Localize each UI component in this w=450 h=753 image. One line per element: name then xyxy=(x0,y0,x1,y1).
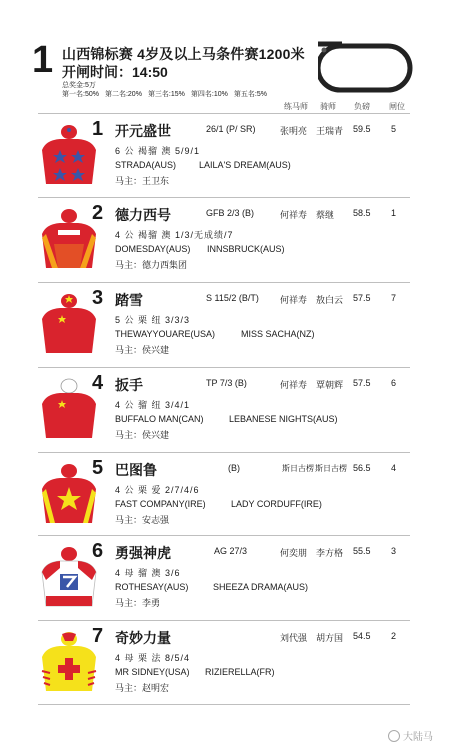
carried-weight: 58.5 xyxy=(353,208,371,218)
jockey-silk-icon xyxy=(40,631,98,693)
barrier-draw: 5 xyxy=(391,124,397,134)
horse-number: 3 xyxy=(92,287,104,309)
horse-entry xyxy=(38,113,410,197)
horse-number: 5 xyxy=(92,457,104,479)
horse-info: 4 公 骝 纽 3/4/1 xyxy=(115,400,191,410)
horse-info: 5 公 栗 纽 3/3/3 xyxy=(115,315,191,325)
dam: MISS SACHA(NZ) xyxy=(241,329,315,339)
horse-number: 7 xyxy=(92,625,104,647)
jockey-name: 李方格 xyxy=(316,548,344,558)
owner: 马主：侯兴建 xyxy=(115,430,170,440)
horse-entry xyxy=(38,535,410,620)
dam: SHEEZA DRAMA(AUS) xyxy=(213,582,309,592)
horse-rating: S 115/2 (B/T) xyxy=(206,293,259,303)
horse-entry xyxy=(38,620,410,704)
horse-info: 4 公 栗 爱 2/7/4/6 xyxy=(115,485,200,495)
jockey-silk-icon xyxy=(40,208,98,270)
sire: BUFFALO MAN(CAN) xyxy=(115,414,204,424)
dam: INNSBRUCK(AUS) xyxy=(207,244,285,254)
carried-weight: 54.5 xyxy=(353,631,371,641)
carried-weight: 57.5 xyxy=(353,378,371,388)
wechat-logo-icon xyxy=(388,730,400,742)
horse-rating: AG 27/3 xyxy=(214,546,248,556)
trainer-name: 刘代强 xyxy=(280,633,308,643)
dam: LAILA'S DREAM(AUS) xyxy=(199,160,291,170)
owner: 马主：赵明宏 xyxy=(115,683,170,693)
trainer-name: 何祥寿 xyxy=(280,295,308,305)
horse-name: 踏雪 xyxy=(115,292,143,308)
carried-weight: 59.5 xyxy=(353,124,371,134)
barrier-draw: 2 xyxy=(391,631,397,641)
horse-entry xyxy=(38,452,410,535)
pedigree xyxy=(115,160,291,170)
trainer-name: 何奕朋 xyxy=(280,548,308,558)
owner: 马主：侯兴建 xyxy=(115,345,170,355)
horse-name: 勇强神虎 xyxy=(115,545,171,561)
jockey-name: 敖白云 xyxy=(316,295,344,305)
jockey-name: 蔡继 xyxy=(316,210,335,220)
barrier-draw: 4 xyxy=(391,463,397,473)
horse-rating: GFB 2/3 (B) xyxy=(206,208,255,218)
race-number: 1 xyxy=(32,39,54,81)
jockey-name: 覃朝辉 xyxy=(316,380,344,390)
horse-number: 2 xyxy=(92,202,104,224)
column-headers xyxy=(0,101,450,113)
pedigree xyxy=(115,329,315,339)
jockey-silk-icon xyxy=(40,124,98,186)
jockey-silk-icon xyxy=(40,378,98,440)
trainer-name: 张明亮 xyxy=(280,126,308,136)
owner: 马主：李勇 xyxy=(115,598,161,608)
pedigree xyxy=(115,582,309,592)
sire: FAST COMPANY(IRE) xyxy=(115,499,206,509)
jockey-name: 胡方国 xyxy=(316,633,344,643)
horse-rating: 26/1 (P/ SR) xyxy=(206,124,256,134)
horse-name: 开元盛世 xyxy=(115,123,171,139)
watermark xyxy=(388,728,433,743)
pedigree xyxy=(115,244,285,254)
barrier-draw: 3 xyxy=(391,546,397,556)
carried-weight: 56.5 xyxy=(353,463,371,473)
watermark-text: 大陆马 xyxy=(403,732,433,743)
horse-name: 奇妙力量 xyxy=(115,630,171,646)
sire: THEWAYYOUARE(USA) xyxy=(115,329,216,339)
divider xyxy=(38,704,410,705)
prize-split xyxy=(62,89,267,99)
carried-weight: 57.5 xyxy=(353,293,371,303)
track-diagram-icon xyxy=(318,40,414,96)
barrier-draw: 1 xyxy=(391,208,397,218)
barrier-draw: 7 xyxy=(391,293,397,303)
owner: 马主：安志强 xyxy=(115,515,170,525)
prize-share: 第三名:15% xyxy=(147,91,185,98)
horse-name: 扳手 xyxy=(115,377,143,393)
horse-info: 4 母 栗 法 8/5/4 xyxy=(115,653,191,663)
prize-total: 总奖金:5万 xyxy=(62,82,96,89)
jockey-silk-icon xyxy=(40,546,98,608)
horse-rating: TP 7/3 (B) xyxy=(206,378,247,388)
horse-entry xyxy=(38,282,410,367)
horse-name: 德力西号 xyxy=(115,207,171,223)
trainer-name: 何祥寿 xyxy=(280,210,308,220)
race-title: 山西锦标赛 4岁及以上马条件赛1200米 xyxy=(62,46,305,62)
col-weight: 负磅 xyxy=(354,102,370,111)
owner: 马主：王卫东 xyxy=(115,176,170,186)
dam: LEBANESE NIGHTS(AUS) xyxy=(229,414,338,424)
prize-share: 第四名:10% xyxy=(190,91,228,98)
sire: STRADA(AUS) xyxy=(115,160,177,170)
prize-share: 第五名:5% xyxy=(233,91,267,98)
sire: ROTHESAY(AUS) xyxy=(115,582,189,592)
race-header xyxy=(0,0,450,112)
horse-entry xyxy=(38,197,410,282)
horse-number: 6 xyxy=(92,540,104,562)
horse-number: 1 xyxy=(92,118,104,140)
horse-info: 4 母 骝 澳 3/6 xyxy=(115,568,181,578)
pedigree xyxy=(115,667,275,677)
barrier-draw: 6 xyxy=(391,378,397,388)
horse-number: 4 xyxy=(92,372,104,394)
col-jockey: 骑师 xyxy=(320,102,336,111)
trainer-name: 斯日古楞 xyxy=(282,464,314,473)
horse-entry xyxy=(38,367,410,452)
dam: LADY CORDUFF(IRE) xyxy=(231,499,322,509)
trainer-name: 何祥寿 xyxy=(280,380,308,390)
horse-info: 4 公 褐骝 澳 1/3/无成绩/7 xyxy=(115,230,234,240)
sire: DOMESDAY(AUS) xyxy=(115,244,191,254)
prize-share: 第二名:20% xyxy=(104,91,142,98)
pedigree xyxy=(115,499,322,509)
sire: MR SIDNEY(USA) xyxy=(115,667,190,677)
carried-weight: 55.5 xyxy=(353,546,371,556)
horse-info: 6 公 褐骝 澳 5/9/1 xyxy=(115,146,201,156)
owner: 马主：德力西集团 xyxy=(115,260,188,270)
col-trainer: 练马师 xyxy=(284,102,308,111)
col-draw: 闸位 xyxy=(389,102,405,111)
jockey-silk-icon xyxy=(40,463,98,525)
pedigree xyxy=(115,414,338,424)
horse-name: 巴图鲁 xyxy=(115,462,157,478)
jockey-name: 王瑞青 xyxy=(316,126,344,136)
horse-rating: (B) xyxy=(228,463,240,473)
prize-share: 第一名:50% xyxy=(62,91,99,98)
jockey-silk-icon xyxy=(40,293,98,355)
race-start-time: 开闸时间：14:50 xyxy=(62,64,168,80)
dam: RIZIERELLA(FR) xyxy=(205,667,275,677)
jockey-name: 斯日古楞 xyxy=(315,464,347,473)
